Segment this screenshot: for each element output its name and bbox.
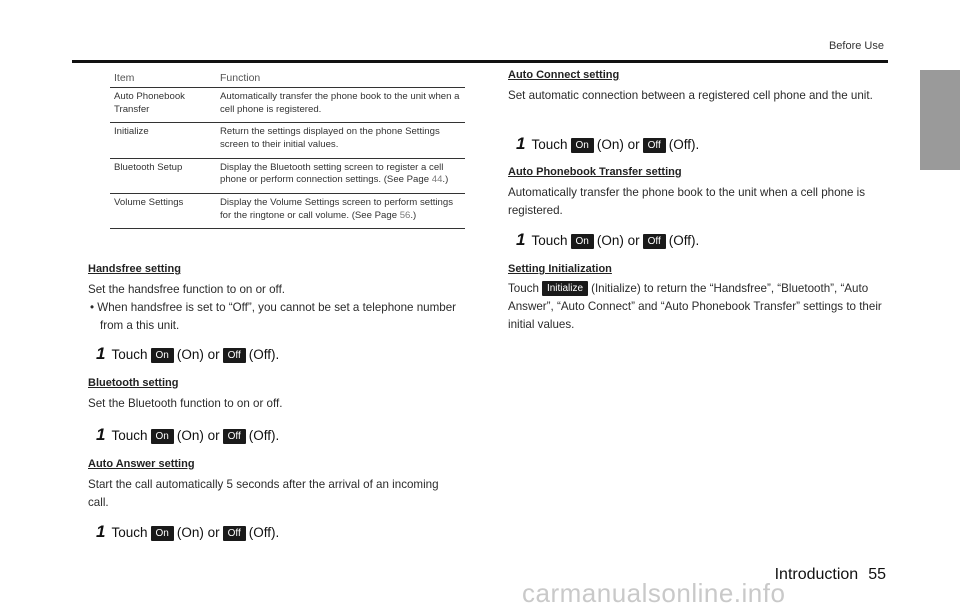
header-rule — [72, 60, 888, 63]
function-close: .) — [442, 174, 449, 186]
step-touch: Touch — [531, 137, 568, 152]
off-label: (Off). — [248, 347, 280, 362]
table-cell-function — [216, 158, 465, 193]
handsfree-heading: Handsfree setting — [88, 263, 181, 275]
step-number: 1 — [96, 344, 106, 363]
on-button[interactable]: On — [151, 348, 174, 363]
on-button[interactable]: On — [151, 429, 174, 444]
step-number: 1 — [516, 230, 526, 249]
initialization-heading: Setting Initialization — [508, 263, 612, 275]
init-touch: Touch — [508, 282, 539, 295]
on-label: (On) or — [176, 428, 220, 443]
bluetooth-text: Set the Bluetooth function to on or off. — [88, 397, 283, 410]
bluetooth-step — [96, 425, 279, 445]
table-cell-function — [216, 193, 465, 228]
step-touch: Touch — [111, 347, 148, 362]
off-label: (Off). — [668, 137, 700, 152]
step-number: 1 — [96, 522, 106, 541]
step-touch: Touch — [531, 233, 568, 248]
step-number: 1 — [96, 425, 106, 444]
on-label: (On) or — [596, 137, 640, 152]
step-touch: Touch — [111, 525, 148, 540]
table-cell-item: Initialize — [110, 123, 216, 158]
initialization-text — [508, 280, 888, 334]
initialize-button[interactable]: Initialize — [542, 281, 588, 296]
table-cell-item: Volume Settings — [110, 193, 216, 228]
auto-connect-text: Set automatic connection between a registered cell phone and the unit. — [508, 89, 873, 102]
auto-phonebook-step — [516, 230, 699, 250]
page-footer — [775, 566, 886, 584]
page-link[interactable]: 56 — [399, 209, 411, 221]
handsfree-note: • When handsfree is set to “Off”, you cannot be set a telephone number from a this unit. — [90, 301, 457, 332]
on-button[interactable]: On — [571, 138, 594, 153]
table-header-function: Function — [216, 70, 465, 88]
section-tab — [920, 70, 960, 170]
step-touch: Touch — [111, 428, 148, 443]
handsfree-text: Set the handsfree function to on or off. — [88, 283, 286, 296]
off-label: (Off). — [248, 525, 280, 540]
init-description: (Initialize) to return the “Handsfree”, “Bluetooth”, “Auto Answer”, “Auto Connect” and “Auto Phonebook Transfer” settings to their initial values. — [508, 282, 882, 331]
table-header-item: Item — [110, 70, 216, 88]
auto-answer-heading: Auto Answer setting — [88, 458, 195, 470]
function-text: Display the Bluetooth setting screen to register a cell phone or perform connection settings. (See Page — [220, 161, 444, 186]
running-header: Before Use — [828, 40, 884, 52]
table-row — [110, 193, 465, 228]
off-button[interactable]: Off — [223, 348, 246, 363]
step-number: 1 — [516, 134, 526, 153]
table-row — [110, 88, 465, 123]
bluetooth-heading: Bluetooth setting — [88, 377, 179, 389]
on-button[interactable]: On — [571, 234, 594, 249]
handsfree-step — [96, 344, 279, 364]
off-button[interactable]: Off — [223, 526, 246, 541]
table-cell-function: Return the settings displayed on the phone Settings screen to their initial values. — [216, 123, 465, 158]
page-link[interactable]: 44 — [431, 174, 443, 186]
chapter-title: Introduction — [774, 566, 859, 583]
table-row — [110, 158, 465, 193]
page-number: 55 — [868, 566, 886, 583]
off-label: (Off). — [248, 428, 280, 443]
table-cell-function: Automatically transfer the phone book to the unit when a cell phone is registered. — [216, 88, 465, 123]
auto-phonebook-text: Automatically transfer the phone book to the unit when a cell phone is registered. — [508, 186, 866, 217]
table-row — [110, 123, 465, 158]
off-button[interactable]: Off — [643, 234, 666, 249]
auto-connect-heading: Auto Connect setting — [508, 69, 620, 81]
off-button[interactable]: Off — [223, 429, 246, 444]
settings-table — [110, 70, 465, 229]
on-button[interactable]: On — [151, 526, 174, 541]
table-cell-item: Auto Phonebook Transfer — [110, 88, 216, 123]
watermark: carmanualsonline.info — [522, 578, 786, 608]
table-cell-item: Bluetooth Setup — [110, 158, 216, 193]
on-label: (On) or — [176, 347, 220, 362]
function-text: Display the Volume Settings screen to perform settings for the ringtone or call volume. (See Page — [220, 196, 454, 221]
off-button[interactable]: Off — [643, 138, 666, 153]
off-label: (Off). — [668, 233, 700, 248]
auto-answer-step — [96, 522, 279, 542]
auto-phonebook-heading: Auto Phonebook Transfer setting — [508, 166, 682, 178]
on-label: (On) or — [596, 233, 640, 248]
auto-answer-text: Start the call automatically 5 seconds after the arrival of an incoming call. — [88, 478, 439, 509]
on-label: (On) or — [176, 525, 220, 540]
function-close: .) — [410, 209, 417, 221]
auto-connect-step — [516, 134, 699, 154]
